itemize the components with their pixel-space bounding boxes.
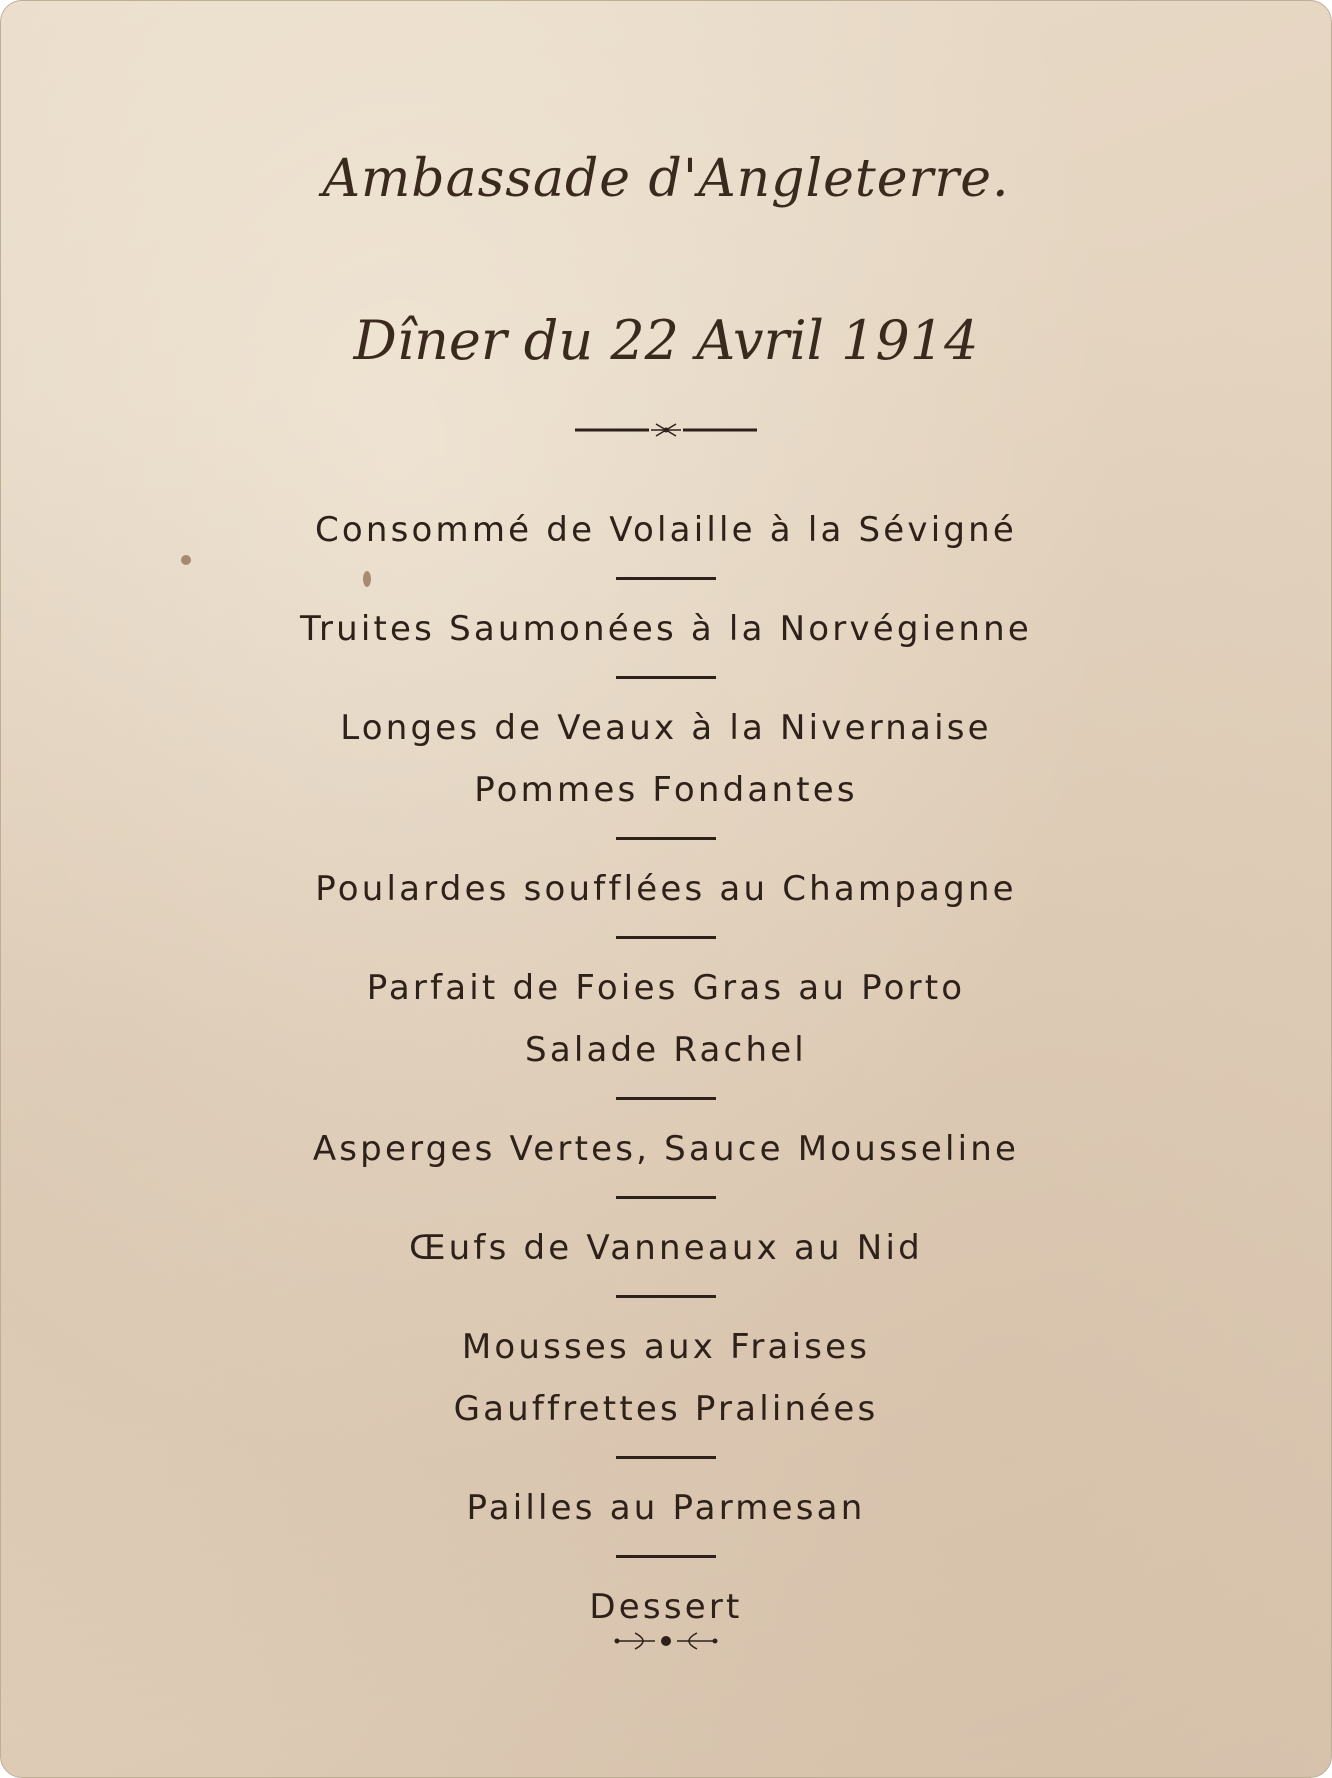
dish-name: Œufs de Vanneaux au Nid xyxy=(409,1228,923,1268)
menu-course xyxy=(1,858,1331,920)
dish-name: Pommes Fondantes xyxy=(474,770,858,810)
menu-course xyxy=(1,1316,1331,1440)
course-divider xyxy=(616,1456,716,1459)
course-divider xyxy=(616,577,716,580)
menu-course xyxy=(1,1217,1331,1279)
dish-name: Longes de Veaux à la Nivernaise xyxy=(340,708,992,748)
menu-course xyxy=(1,957,1331,1081)
dinner-title: Dîner du 22 Avril 1914 xyxy=(353,309,979,372)
menu-course-list xyxy=(1,499,1331,1638)
dish-name: Mousses aux Fraises xyxy=(461,1327,871,1367)
dish-name: Salade Rachel xyxy=(525,1030,807,1070)
dish-name: Gauffrettes Pralinées xyxy=(453,1389,879,1429)
course-divider xyxy=(616,1196,716,1199)
course-divider xyxy=(616,837,716,840)
course-divider xyxy=(616,1555,716,1558)
divider-flourish-icon xyxy=(1,419,1331,441)
menu-course xyxy=(1,499,1331,561)
dish-name: Dessert xyxy=(589,1587,743,1627)
dish-name: Asperges Vertes, Sauce Mousseline xyxy=(312,1129,1020,1169)
course-divider xyxy=(616,676,716,679)
course-divider xyxy=(616,936,716,939)
dish-name: Consommé de Volaille à la Sévigné xyxy=(314,510,1018,550)
end-flourish-icon xyxy=(1,1627,1331,1655)
menu-course xyxy=(1,1477,1331,1539)
menu-course xyxy=(1,598,1331,660)
dish-name: Parfait de Foies Gras au Porto xyxy=(366,968,966,1008)
menu-course xyxy=(1,697,1331,821)
course-divider xyxy=(616,1295,716,1298)
dish-name: Poulardes soufflées au Champagne xyxy=(315,869,1017,909)
dish-name: Pailles au Parmesan xyxy=(466,1488,866,1528)
menu-course xyxy=(1,1118,1331,1180)
course-divider xyxy=(616,1097,716,1100)
embassy-heading: Ambassade d'Angleterre. xyxy=(322,149,1010,209)
dish-name: Truites Saumonées à la Norvégienne xyxy=(299,609,1033,649)
